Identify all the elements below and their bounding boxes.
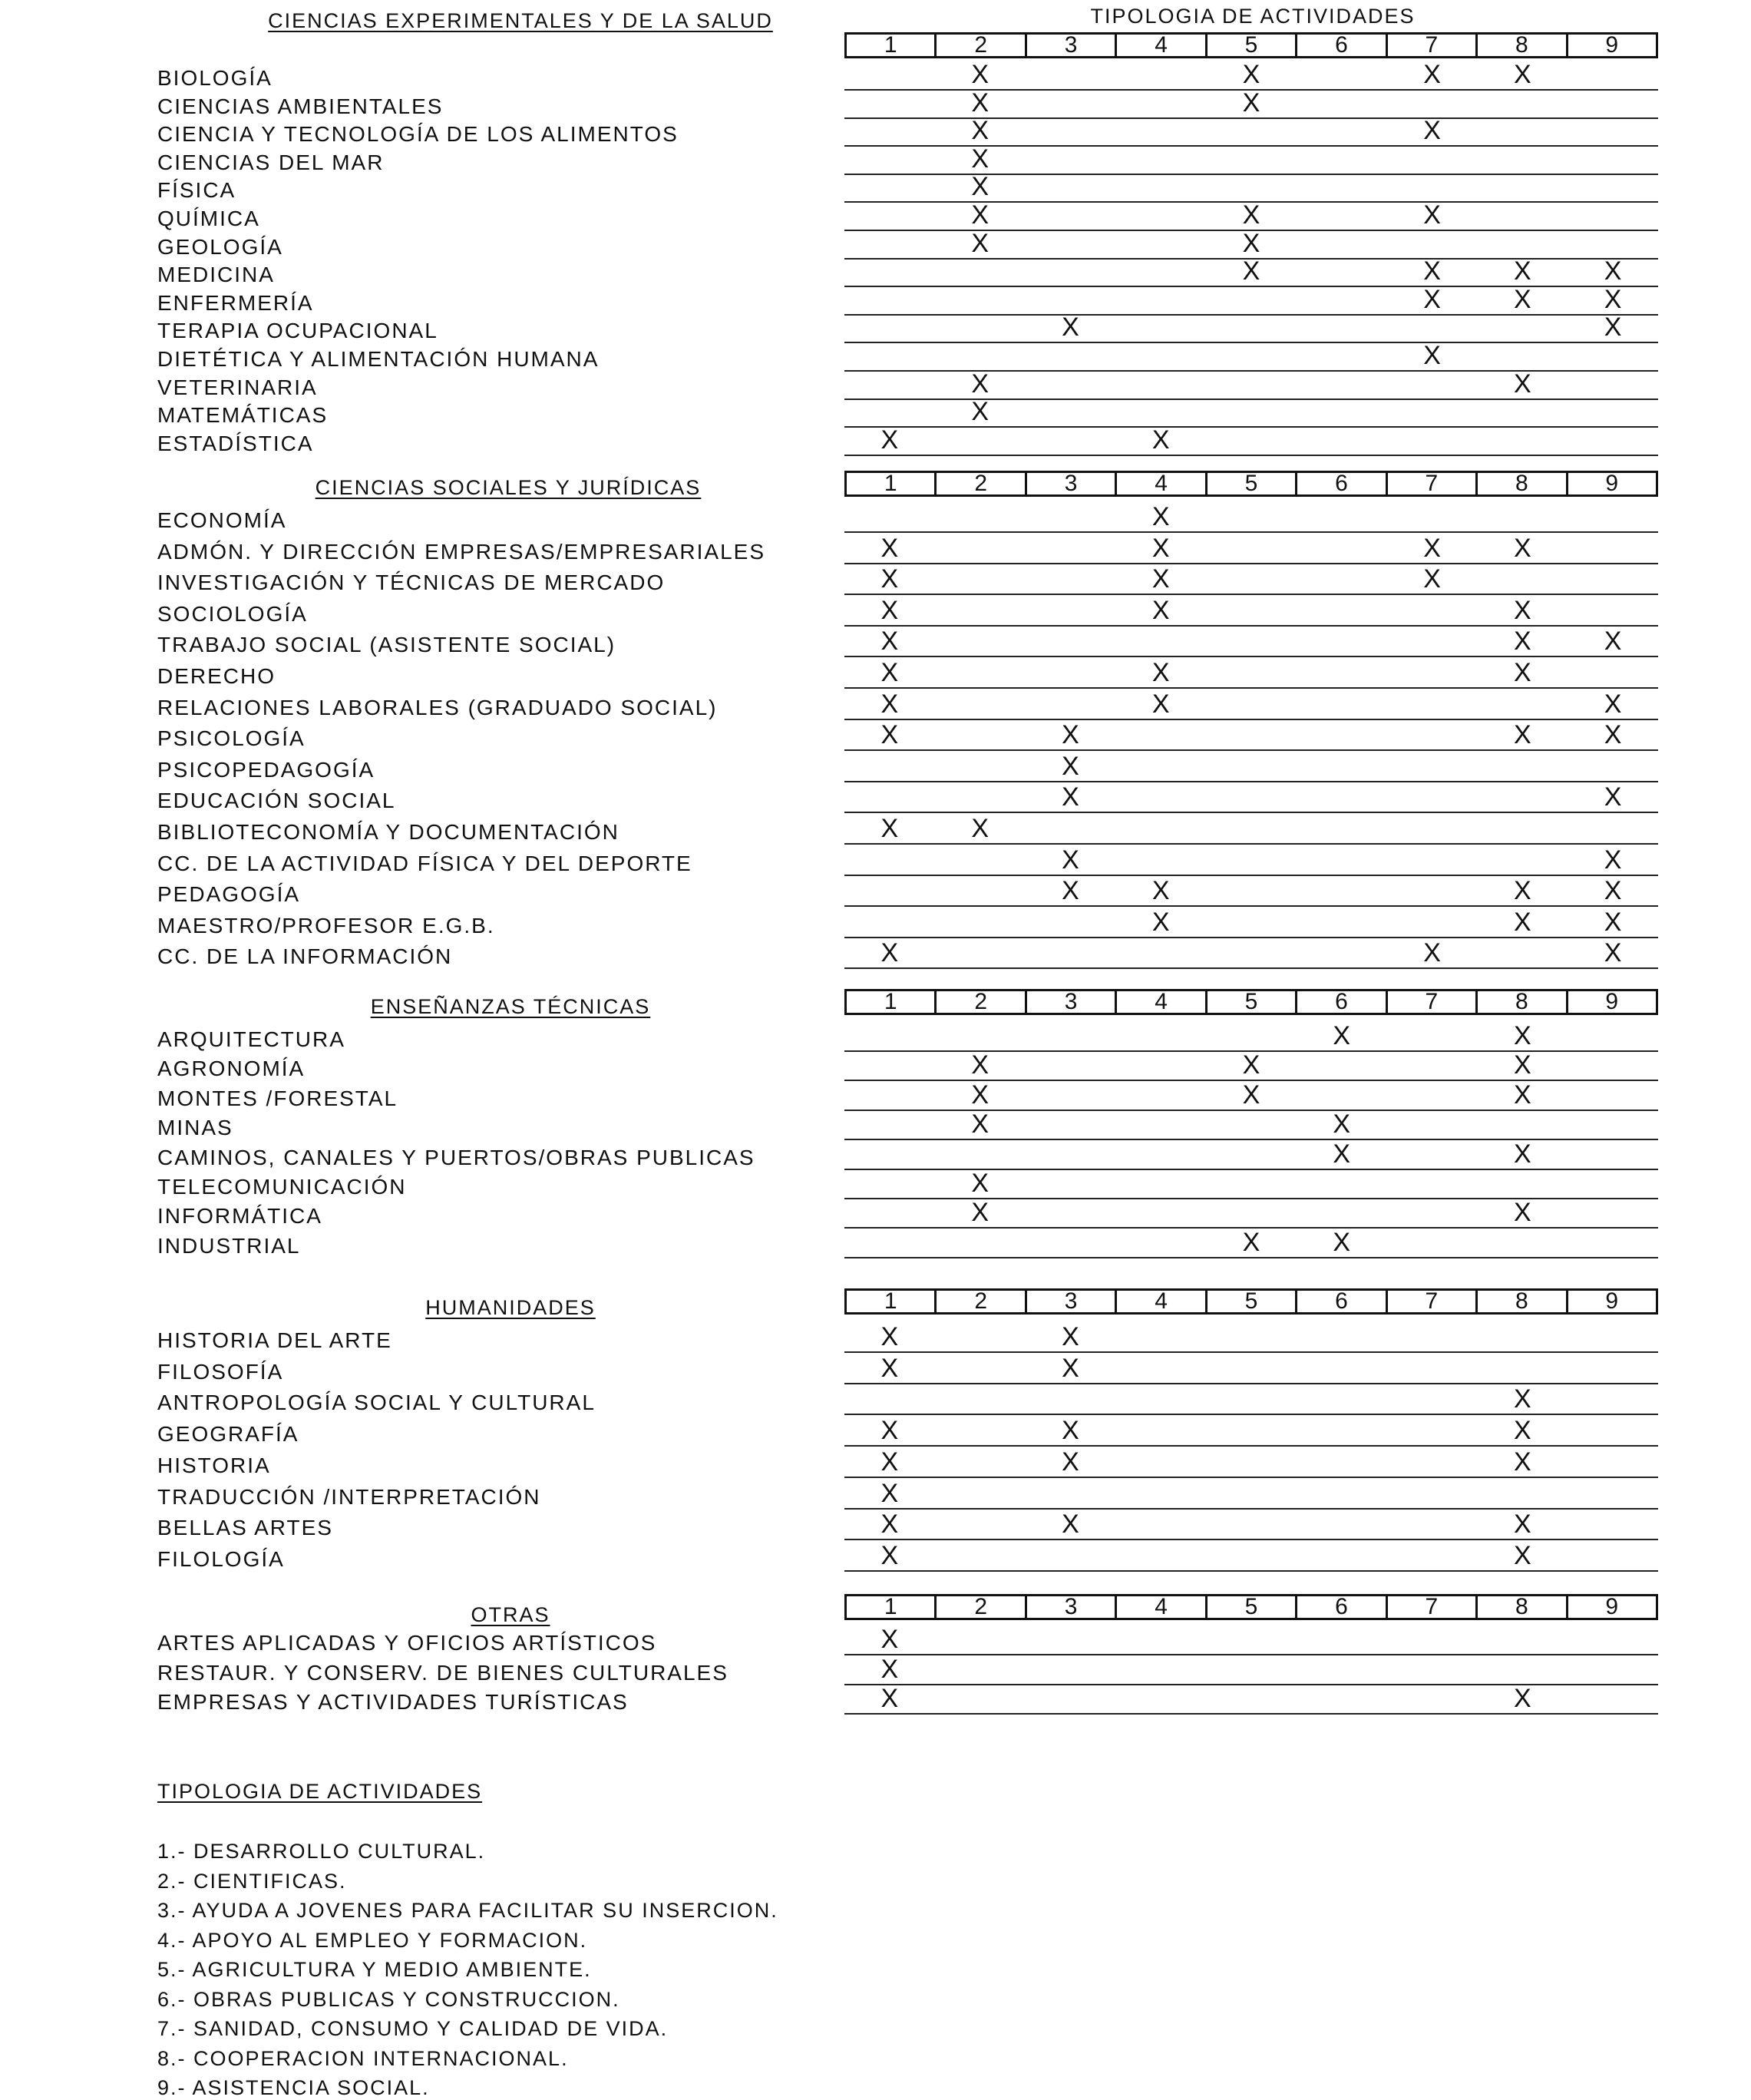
row-label: BIBLIOTECONOMÍA Y DOCUMENTACIÓN <box>157 820 619 844</box>
row-rule <box>844 563 1658 564</box>
row-label: MEDICINA <box>157 263 275 287</box>
activity-mark: X <box>971 1080 989 1110</box>
row-rule <box>844 174 1658 175</box>
activity-mark: X <box>971 369 989 399</box>
activity-mark: X <box>1062 313 1079 342</box>
column-number: 6 <box>1297 991 1387 1013</box>
row-label: BELLAS ARTES <box>157 1516 333 1540</box>
column-number: 6 <box>1297 1596 1387 1618</box>
activity-mark: X <box>1151 876 1170 906</box>
column-number: 8 <box>1478 1596 1568 1618</box>
activity-mark: X <box>880 533 899 563</box>
row-rule <box>844 1713 1658 1715</box>
activity-mark: X <box>1062 1447 1079 1477</box>
activity-mark: X <box>880 720 899 750</box>
activity-mark: X <box>880 1510 899 1539</box>
activity-mark: X <box>1513 1416 1531 1446</box>
activity-mark: X <box>1604 720 1622 750</box>
column-number: 8 <box>1478 473 1568 494</box>
row-label: FILOLOGÍA <box>157 1546 285 1571</box>
activity-mark: X <box>971 1110 989 1139</box>
row-label: PEDAGOGÍA <box>157 882 301 907</box>
column-number: 4 <box>1117 35 1207 56</box>
column-number: 4 <box>1117 991 1207 1013</box>
column-number: 8 <box>1478 35 1568 56</box>
legend-item: 3.- AYUDA A JOVENES PARA FACILITAR SU INSERCION. <box>157 1899 778 1922</box>
row-label: PSICOLOGÍA <box>157 726 306 751</box>
row-label: INDUSTRIAL <box>157 1233 301 1258</box>
activity-mark: X <box>1513 595 1531 625</box>
column-number: 8 <box>1478 1291 1568 1312</box>
column-number: 1 <box>847 991 937 1013</box>
row-label: TELECOMUNICACIÓN <box>157 1175 407 1199</box>
column-number: 7 <box>1388 35 1478 56</box>
row-rule <box>844 1570 1658 1572</box>
activity-mark: X <box>1151 502 1170 531</box>
column-number: 3 <box>1027 473 1117 494</box>
activity-mark: X <box>1242 200 1260 230</box>
activity-mark: X <box>1151 533 1170 563</box>
activity-mark: X <box>1062 1510 1079 1539</box>
legend-item: 6.- OBRAS PUBLICAS Y CONSTRUCCION. <box>157 1987 620 2011</box>
activity-mark: X <box>880 1654 899 1684</box>
activity-mark: X <box>971 116 989 146</box>
column-number: 6 <box>1297 35 1387 56</box>
legend-item: 5.- AGRICULTURA Y MEDIO AMBIENTE. <box>157 1958 592 1981</box>
column-number: 6 <box>1297 1291 1387 1312</box>
column-number: 7 <box>1388 991 1478 1013</box>
column-number: 2 <box>937 1596 1026 1618</box>
row-rule <box>844 1169 1658 1170</box>
column-number: 3 <box>1027 1291 1117 1312</box>
activity-mark: X <box>1242 256 1260 286</box>
column-number: 1 <box>847 1596 937 1618</box>
row-label: MINAS <box>157 1116 233 1140</box>
activity-mark: X <box>1604 689 1622 719</box>
activity-mark: X <box>1062 751 1079 781</box>
activity-mark: X <box>1151 658 1170 687</box>
row-label: ANTROPOLOGÍA SOCIAL Y CULTURAL <box>157 1391 596 1415</box>
column-number: 7 <box>1388 473 1478 494</box>
row-label: TRABAJO SOCIAL (ASISTENTE SOCIAL) <box>157 633 616 657</box>
row-rule <box>844 1110 1658 1111</box>
row-label: ECONOMÍA <box>157 508 287 532</box>
activity-mark: X <box>1513 533 1531 563</box>
row-label: EMPRESAS Y ACTIVIDADES TURÍSTICAS <box>157 1690 629 1714</box>
activity-mark: X <box>1423 256 1441 286</box>
row-rule <box>844 625 1658 627</box>
row-label: TERAPIA OCUPACIONAL <box>157 319 438 343</box>
activity-mark: X <box>1151 595 1170 625</box>
activity-mark: X <box>1242 228 1260 258</box>
activity-mark: X <box>971 60 989 89</box>
row-rule <box>844 749 1658 751</box>
row-label: ARQUITECTURA <box>157 1027 345 1051</box>
row-label: ESTADÍSTICA <box>157 431 314 455</box>
activity-mark: X <box>1423 284 1441 314</box>
column-header-row <box>844 1594 1658 1620</box>
row-label: FÍSICA <box>157 178 236 203</box>
activity-mark: X <box>1513 1447 1531 1477</box>
column-number: 4 <box>1117 1596 1207 1618</box>
column-header-row <box>844 989 1658 1015</box>
activity-mark: X <box>1333 1021 1351 1050</box>
row-label: CAMINOS, CANALES Y PUERTOS/OBRAS PUBLICAS <box>157 1145 755 1169</box>
row-rule <box>844 314 1658 316</box>
activity-mark: X <box>880 425 899 455</box>
section-title: CIENCIAS SOCIALES Y JURÍDICAS <box>315 476 702 499</box>
row-label: PSICOPEDAGOGÍA <box>157 757 375 782</box>
column-number: 9 <box>1605 471 1619 496</box>
activity-mark: X <box>1062 1353 1079 1383</box>
row-label: MATEMÁTICAS <box>157 403 329 428</box>
activity-mark: X <box>1604 876 1622 906</box>
activity-mark: X <box>1604 313 1622 342</box>
row-rule <box>844 1508 1658 1510</box>
activity-mark: X <box>1151 425 1170 455</box>
row-label: TRADUCCIÓN /INTERPRETACIÓN <box>157 1484 541 1509</box>
row-rule <box>844 1351 1658 1353</box>
activity-mark: X <box>880 627 899 656</box>
activity-mark: X <box>1062 1322 1079 1351</box>
row-label: DIETÉTICA Y ALIMENTACIÓN HUMANA <box>157 347 600 371</box>
activity-mark: X <box>1062 876 1079 906</box>
activity-mark: X <box>1513 1540 1531 1570</box>
row-rule <box>844 967 1658 969</box>
activity-mark: X <box>1333 1110 1351 1139</box>
activity-mark: X <box>1423 200 1441 230</box>
row-label: CIENCIAS DEL MAR <box>157 150 385 174</box>
activity-mark: X <box>1513 907 1531 937</box>
column-number: 6 <box>1297 473 1387 494</box>
column-number: 3 <box>1027 1596 1117 1618</box>
activity-mark: X <box>880 1540 899 1570</box>
row-rule <box>844 687 1658 689</box>
activity-mark: X <box>1062 720 1079 750</box>
activity-mark: X <box>1151 907 1170 937</box>
column-number: 3 <box>1027 35 1117 56</box>
row-rule <box>844 399 1658 400</box>
activity-mark: X <box>1604 284 1622 314</box>
activity-mark: X <box>1513 256 1531 286</box>
column-number: 1 <box>847 35 937 56</box>
row-rule <box>844 875 1658 876</box>
row-rule <box>844 937 1658 938</box>
activity-mark: X <box>1242 1050 1260 1080</box>
activity-mark: X <box>880 658 899 687</box>
activity-mark: X <box>1513 1139 1531 1169</box>
row-rule <box>844 1414 1658 1415</box>
column-number: 4 <box>1117 473 1207 494</box>
activity-mark: X <box>1423 341 1441 370</box>
activity-mark: X <box>1423 533 1441 563</box>
activity-mark: X <box>971 1050 989 1080</box>
section-title: HUMANIDADES <box>425 1296 596 1319</box>
column-number: 7 <box>1388 1596 1478 1618</box>
activity-mark: X <box>1604 627 1622 656</box>
row-rule <box>844 812 1658 813</box>
activity-mark: X <box>1423 116 1441 146</box>
activity-mark: X <box>1151 689 1170 719</box>
row-label: DERECHO <box>157 664 276 688</box>
section-title: OTRAS <box>471 1603 550 1626</box>
row-rule <box>844 426 1658 428</box>
column-number: 5 <box>1208 35 1297 56</box>
column-number: 3 <box>1027 991 1117 1013</box>
column-number: 5 <box>1208 991 1297 1013</box>
activity-mark: X <box>971 88 989 117</box>
column-number: 2 <box>937 991 1026 1013</box>
row-label: MONTES /FORESTAL <box>157 1086 398 1110</box>
row-label: EDUCACIÓN SOCIAL <box>157 789 396 813</box>
activity-mark: X <box>1513 1050 1531 1080</box>
activity-mark: X <box>1333 1227 1351 1257</box>
activity-mark: X <box>971 172 989 202</box>
activity-mark: X <box>1604 256 1622 286</box>
activity-mark: X <box>1513 658 1531 687</box>
row-rule <box>844 531 1658 533</box>
column-number: 4 <box>1117 1291 1207 1312</box>
row-rule <box>844 1139 1658 1140</box>
activity-mark: X <box>880 814 899 843</box>
activity-mark: X <box>1513 1384 1531 1414</box>
activity-mark: X <box>971 397 989 427</box>
row-label: SOCIOLOGÍA <box>157 601 308 626</box>
row-rule <box>844 455 1658 456</box>
activity-mark: X <box>1513 1684 1531 1713</box>
activity-mark: X <box>880 1353 899 1383</box>
row-rule <box>844 656 1658 657</box>
activity-mark: X <box>971 1198 989 1228</box>
row-rule <box>844 781 1658 782</box>
row-rule <box>844 370 1658 372</box>
column-number: 9 <box>1605 1288 1619 1314</box>
activity-mark: X <box>1242 1080 1260 1110</box>
row-rule <box>844 1445 1658 1447</box>
row-label: CIENCIA Y TECNOLOGÍA DE LOS ALIMENTOS <box>157 122 679 147</box>
column-number: 5 <box>1208 473 1297 494</box>
activity-mark: X <box>1604 782 1622 812</box>
activity-mark: X <box>1423 60 1441 89</box>
row-rule <box>844 1257 1658 1258</box>
activity-mark: X <box>971 144 989 174</box>
legend-item: 9.- ASISTENCIA SOCIAL. <box>157 2076 430 2099</box>
row-rule <box>844 843 1658 845</box>
activity-mark: X <box>971 228 989 258</box>
column-number: 9 <box>1605 32 1619 58</box>
activity-mark: X <box>1513 1080 1531 1110</box>
row-label: GEOLOGÍA <box>157 234 283 259</box>
legend-item: 4.- APOYO AL EMPLEO Y FORMACION. <box>157 1928 588 1952</box>
column-number: 1 <box>847 473 937 494</box>
row-label: HISTORIA DEL ARTE <box>157 1328 392 1352</box>
activity-mark: X <box>1604 907 1622 937</box>
row-label: ADMÓN. Y DIRECCIÓN EMPRESAS/EMPRESARIALES <box>157 539 766 564</box>
activity-mark: X <box>1513 369 1531 399</box>
activity-mark: X <box>1513 1198 1531 1228</box>
activity-mark: X <box>880 1478 899 1508</box>
activity-mark: X <box>1513 627 1531 656</box>
activity-mark: X <box>880 1322 899 1351</box>
column-header-row <box>844 471 1658 497</box>
activity-mark: X <box>880 595 899 625</box>
column-number: 9 <box>1605 1594 1619 1619</box>
row-rule <box>844 905 1658 907</box>
activity-mark: X <box>1242 1227 1260 1257</box>
row-label: INVESTIGACIÓN Y TÉCNICAS DE MERCADO <box>157 570 666 595</box>
row-label: ARTES APLICADAS Y OFICIOS ARTÍSTICOS <box>157 1631 657 1655</box>
legend-item: 8.- COOPERACION INTERNACIONAL. <box>157 2046 569 2070</box>
column-number: 8 <box>1478 991 1568 1013</box>
row-label: QUÍMICA <box>157 207 260 230</box>
row-label: GEOGRAFÍA <box>157 1422 299 1447</box>
column-number: 7 <box>1388 1291 1478 1312</box>
row-label: MAESTRO/PROFESOR E.G.B. <box>157 913 495 938</box>
row-label: CC. DE LA INFORMACIÓN <box>157 944 453 969</box>
row-label: BIOLOGÍA <box>157 66 273 90</box>
row-rule <box>844 1477 1658 1478</box>
row-label: RELACIONES LABORALES (GRADUADO SOCIAL) <box>157 695 718 719</box>
row-rule <box>844 594 1658 595</box>
activity-mark: X <box>880 1684 899 1713</box>
activity-mark: X <box>971 1169 989 1198</box>
activity-mark: X <box>1062 782 1079 812</box>
column-number: 2 <box>937 1291 1026 1312</box>
activity-mark: X <box>880 1416 899 1446</box>
activity-mark: X <box>1513 720 1531 750</box>
column-number: 1 <box>847 1291 937 1312</box>
row-rule <box>844 1383 1658 1384</box>
row-rule <box>844 1539 1658 1540</box>
activity-mark: X <box>971 814 989 843</box>
row-label: HISTORIA <box>157 1453 271 1477</box>
row-rule <box>844 1654 1658 1655</box>
activity-mark: X <box>880 938 899 968</box>
activity-mark: X <box>1062 845 1079 875</box>
activity-mark: X <box>1513 876 1531 906</box>
activity-mark: X <box>1513 1021 1531 1050</box>
activity-mark: X <box>1423 564 1441 594</box>
legend-title: TIPOLOGIA DE ACTIVIDADES <box>157 1780 483 1803</box>
activity-mark: X <box>971 200 989 230</box>
activity-mark: X <box>880 564 899 594</box>
row-label: RESTAUR. Y CONSERV. DE BIENES CULTURALES <box>157 1660 728 1685</box>
activity-types-header-title: TIPOLOGIA DE ACTIVIDADES <box>1090 5 1416 28</box>
activity-mark: X <box>1333 1139 1351 1169</box>
activity-mark: X <box>880 1625 899 1654</box>
column-number: 5 <box>1208 1596 1297 1618</box>
column-header-row <box>844 32 1658 58</box>
column-number: 2 <box>937 473 1026 494</box>
activity-mark: X <box>1242 88 1260 117</box>
row-label: AGRONOMÍA <box>157 1057 306 1081</box>
column-number: 2 <box>937 35 1026 56</box>
activity-mark: X <box>1423 938 1441 968</box>
activity-mark: X <box>1513 284 1531 314</box>
row-rule <box>844 117 1658 119</box>
legend-item: 7.- SANIDAD, CONSUMO Y CALIDAD DE VIDA. <box>157 2017 669 2040</box>
activity-mark: X <box>1242 60 1260 89</box>
activity-mark: X <box>1604 938 1622 968</box>
section-title: CIENCIAS EXPERIMENTALES Y DE LA SALUD <box>268 9 773 32</box>
column-header-row <box>844 1288 1658 1315</box>
activity-mark: X <box>1513 1510 1531 1539</box>
row-label: CC. DE LA ACTIVIDAD FÍSICA Y DEL DEPORTE <box>157 851 692 875</box>
activity-mark: X <box>1604 845 1622 875</box>
legend-item: 1.- DESARROLLO CULTURAL. <box>157 1840 486 1863</box>
row-label: ENFERMERÍA <box>157 290 314 315</box>
row-rule <box>844 145 1658 147</box>
row-rule <box>844 1198 1658 1199</box>
row-rule <box>844 1684 1658 1685</box>
activity-mark: X <box>880 689 899 719</box>
activity-mark: X <box>1151 564 1170 594</box>
section-title: ENSEÑANZAS TÉCNICAS <box>370 995 651 1018</box>
activity-mark: X <box>880 1447 899 1477</box>
activity-mark: X <box>1513 60 1531 89</box>
row-rule <box>844 719 1658 720</box>
activity-mark: X <box>1062 1416 1079 1446</box>
row-label: FILOSOFÍA <box>157 1359 284 1384</box>
legend-item: 2.- CIENTIFICAS. <box>157 1869 347 1893</box>
row-rule <box>844 342 1658 343</box>
row-label: CIENCIAS AMBIENTALES <box>157 94 444 118</box>
column-number: 9 <box>1605 989 1619 1014</box>
row-label: INFORMÁTICA <box>157 1204 322 1229</box>
row-label: VETERINARIA <box>157 375 318 399</box>
row-rule <box>844 286 1658 287</box>
column-number: 5 <box>1208 1291 1297 1312</box>
